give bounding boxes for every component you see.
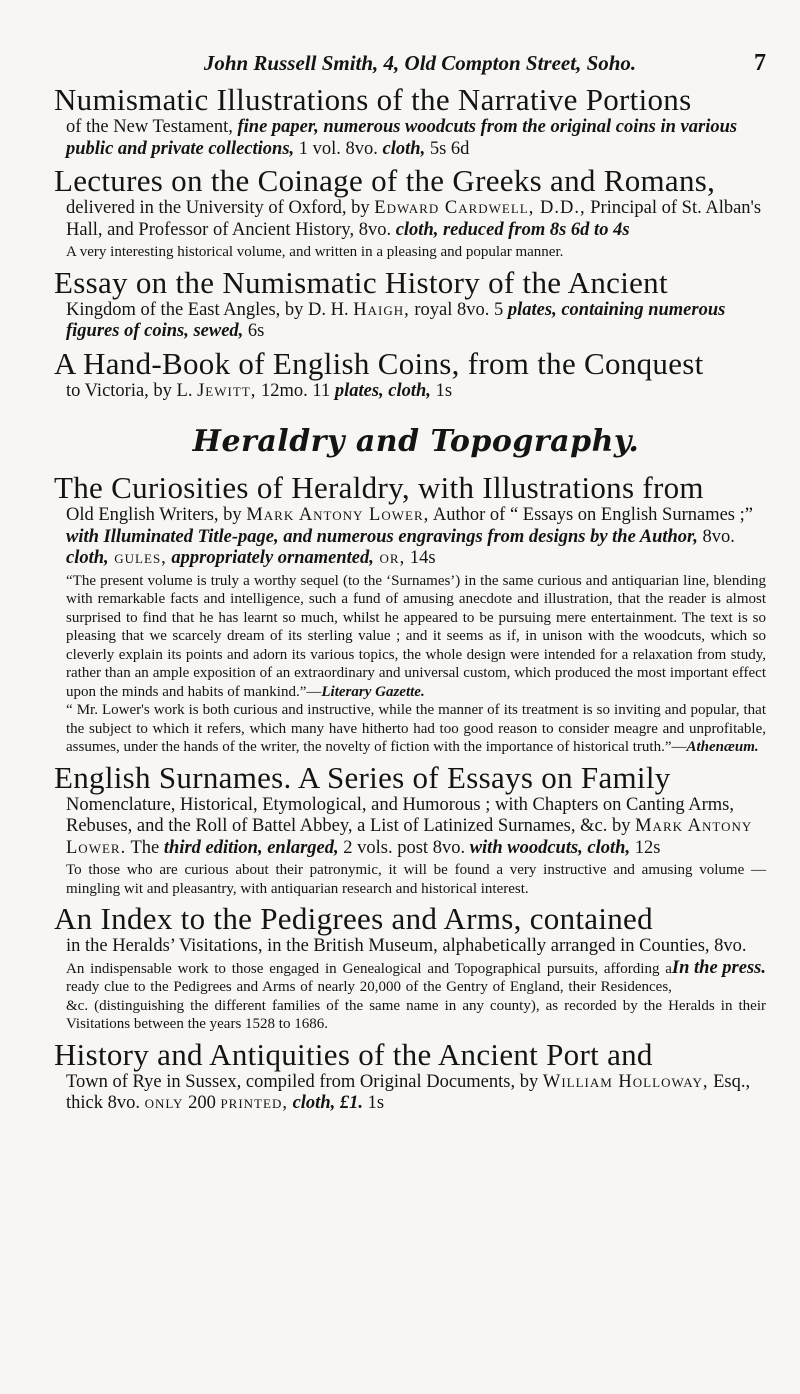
- desc-italic: cloth, reduced from 8s 6d to 4s: [395, 219, 630, 240]
- desc-text: royal 8vo. 5: [409, 299, 508, 320]
- section-heading: Heraldry and Topography.: [192, 424, 640, 459]
- entry-description: [66, 198, 766, 241]
- desc-italic: cloth,: [382, 138, 426, 159]
- entry-heading: An Index to the Pedigrees and Arms, contained: [54, 901, 653, 936]
- author-name: William Holloway,: [542, 1071, 709, 1092]
- price: 14s: [405, 548, 436, 568]
- author-name: Jewitt,: [197, 380, 257, 401]
- entry-hand-book-english-coins: [54, 345, 766, 403]
- entry-note: An indispensable work to those engaged in Genealogical and Topographical pursuits, affording a ready clue to the Pedigrees and Arms of nearly 20,000 of the Gentry of England, their Residences, &c. (distinguishing the different families of the same name in any county), as recorded by the Heralds in their Visitations between the years 1528 to 1686.: [66, 960, 766, 1032]
- desc-italic: with Illuminated Title-page, and numerous engravings from designs by the Author,: [66, 526, 698, 547]
- desc-text: Nomenclature, Historical, Etymological, and Humorous ; with Chapters on Canting Arms, Rebuses, and the Roll of Battel Abbey, a List of Latinized Surnames, &c. by: [66, 794, 734, 836]
- desc-italic: plates, containing numerous figures of coins, sewed,: [66, 299, 726, 341]
- entry-lectures-coinage: [54, 163, 766, 262]
- desc-text: delivered in the University of Oxford, by: [66, 198, 375, 218]
- entry-numismatic-illustrations: [54, 82, 766, 160]
- desc-italic: cloth,: [66, 548, 109, 568]
- desc-text: Esq., thick 8vo.: [66, 1071, 751, 1113]
- entry-english-surnames: [54, 759, 766, 899]
- desc-text: Old English Writers, by: [66, 505, 247, 525]
- price: 5s 6d: [425, 138, 470, 159]
- entry-heading: Essay on the Numismatic History of the Ancient: [54, 264, 668, 300]
- desc-text: Author of “ Essays on English Surnames ;”: [429, 505, 753, 525]
- desc-italic: plates, cloth,: [334, 380, 431, 401]
- entry-note: A very interesting historical volume, and written in a pleasing and popular manner.: [66, 244, 564, 260]
- entry-history-rye: [54, 1036, 766, 1115]
- page-number: 7: [754, 50, 766, 76]
- entry-description: [66, 300, 766, 343]
- press-status: In the press.: [671, 957, 766, 978]
- entry-heading: History and Antiquities of the Ancient Port and: [54, 1036, 653, 1072]
- desc-smallcaps: only: [144, 1093, 184, 1113]
- desc-text: Kingdom of the East Angles, by D. H.: [66, 299, 354, 320]
- review-quote: [66, 701, 766, 757]
- desc-text: 2 vols. post 8vo.: [338, 837, 470, 858]
- price: 1s: [362, 1093, 385, 1113]
- entry-note: To those who are curious about their patronymic, it will be found a very instructive and amusing volume — mingling wit and pleasantry, with antiquarian research and historical interest.: [66, 862, 766, 897]
- entry-description: [66, 795, 766, 860]
- entry-heading: The Curiosities of Heraldry, with Illustrations from: [54, 470, 704, 505]
- entry-essay-numismatic-history: [54, 264, 766, 343]
- author-name: Mark Antony Lower.: [66, 816, 753, 858]
- desc-smallcaps: or,: [373, 548, 406, 568]
- desc-text: The: [126, 837, 164, 858]
- desc-smallcaps: printed,: [220, 1093, 288, 1113]
- desc-italic: fine paper, numerous woodcuts from the original coins in various public and private collections,: [66, 117, 738, 159]
- review-quote: [66, 572, 766, 702]
- desc-italic: third edition, enlarged,: [163, 837, 339, 858]
- quote-text: “The present volume is truly a worthy sequel (to the ‘Surnames’) in the same curious and antiquarian line, blending with remarkable facts and intelligence, such a fund of amusing anecdote and illustration, that the reader is almost surprised to find that he has learnt so much, whilst he appeared to be pursuing mere entertainment. The text is so pleasing that we scarcely dream of its sterling value ; and it seems as if, in unison with the woodcuts, which so cleverly explain its points and adorn its various topics, the whole design were intended for a relaxation from study, rather than an ample exposition of an extraordinary and universal custom, which produced the most important effect upon the minds and habits of mankind.”—: [66, 572, 766, 700]
- author-name: Mark Antony Lower,: [246, 505, 430, 525]
- quote-source: Athenæum.: [686, 739, 759, 755]
- desc-italic: cloth, £1.: [287, 1093, 363, 1113]
- price: 1s: [430, 380, 453, 401]
- desc-text: 1 vol. 8vo.: [294, 138, 383, 159]
- entry-heading: A Hand-Book of English Coins, from the Conquest: [54, 345, 704, 381]
- author-name: Haigh,: [353, 299, 410, 320]
- desc-text: 12mo. 11: [256, 380, 335, 401]
- desc-italic: appropriately ornamented,: [166, 548, 374, 568]
- publisher-address: John Russell Smith, 4, Old Compton Street, Soho.: [203, 51, 637, 75]
- desc-text: Town of Rye in Sussex, compiled from Original Documents, by: [66, 1071, 543, 1092]
- entry-description: [66, 936, 766, 978]
- desc-text: of the New Testament,: [66, 117, 238, 137]
- desc-text: in the Heralds’ Visitations, in the British Museum, alphabetically arranged in Counties, 8vo.: [66, 936, 747, 956]
- quote-source: Literary Gazette.: [321, 683, 425, 700]
- entry-heading: Numismatic Illustrations of the Narrative Portions: [54, 82, 692, 117]
- entry-curiosities-heraldry: [54, 470, 766, 757]
- desc-text: 200: [183, 1093, 221, 1113]
- entry-heading: English Surnames. A Series of Essays on Family: [54, 759, 671, 795]
- desc-text: Principal of St. Alban's Hall, and Professor of Ancient History, 8vo.: [66, 198, 762, 240]
- running-head: [66, 0, 766, 77]
- entry-heading: Lectures on the Coinage of the Greeks and Romans,: [54, 163, 716, 198]
- desc-italic: with woodcuts, cloth,: [469, 837, 631, 858]
- entry-description: [66, 117, 766, 160]
- desc-text: to Victoria, by L.: [66, 380, 198, 401]
- desc-smallcaps: gules,: [108, 548, 167, 568]
- author-name: Edward Cardwell, D.D.,: [374, 198, 586, 218]
- entry-description: [66, 505, 766, 570]
- price: 6s: [243, 321, 265, 341]
- desc-text: 8vo.: [697, 526, 735, 547]
- entry-description: [66, 381, 766, 403]
- price: 12s: [630, 837, 661, 858]
- quote-text: “ Mr. Lower's work is both curious and instructive, while the manner of its treatment is so inviting and popular, that the subject to which it refers, which many have hitherto had too good reason to consider meagre and unprofitable, assumes, under the hands of the writer, the novelty of fiction with the importance of historical truth.”—: [66, 702, 766, 755]
- entry-description: [66, 1072, 766, 1115]
- entry-index-pedigrees: [54, 901, 766, 1034]
